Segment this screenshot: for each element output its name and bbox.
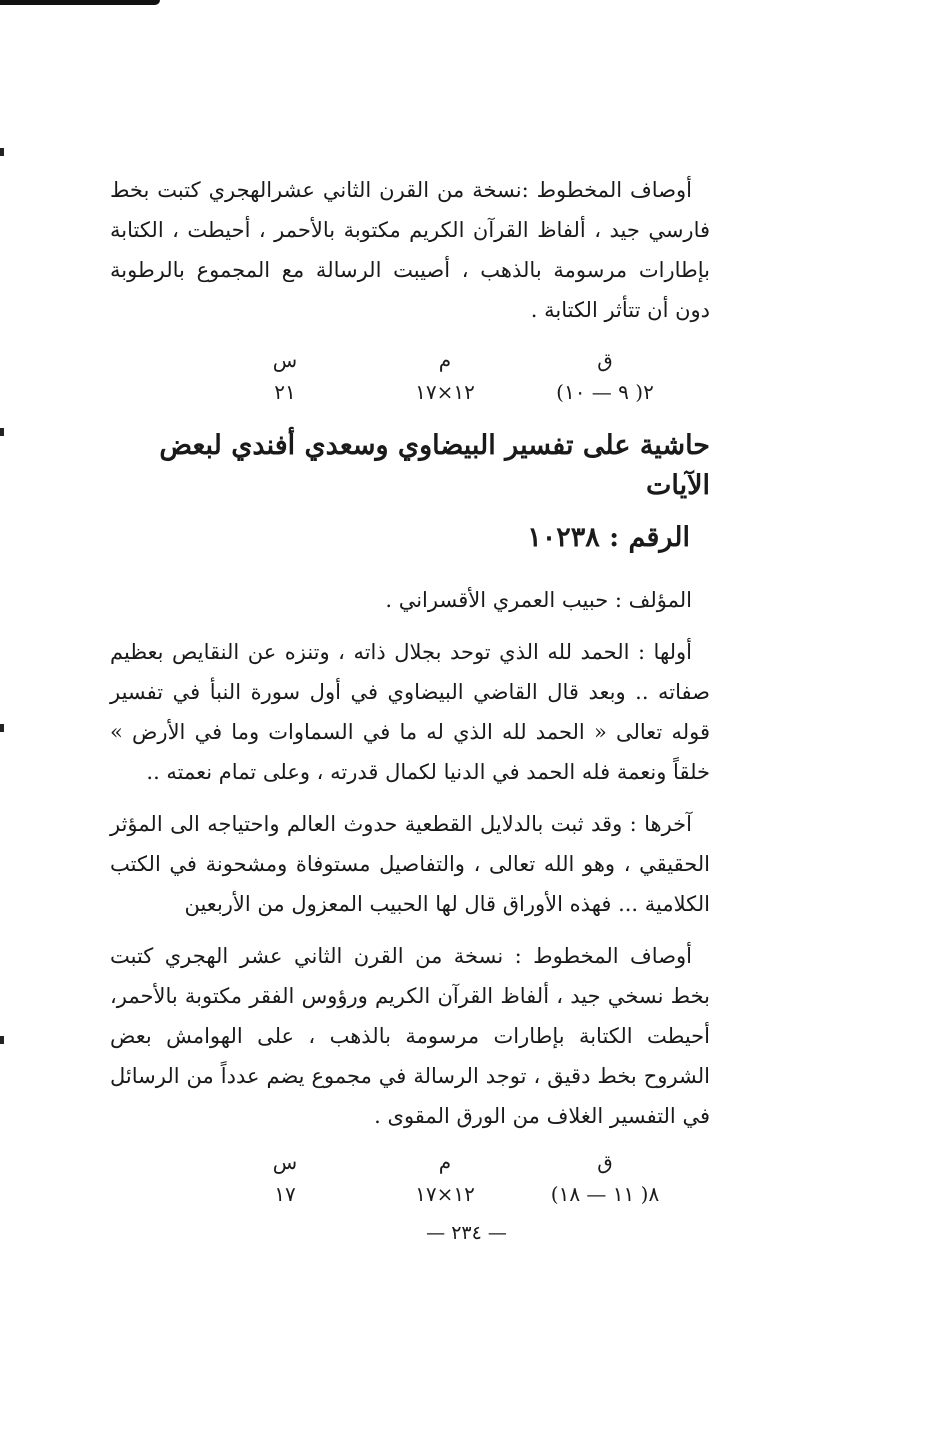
meta-m-value: ١٢×١٧	[415, 1182, 475, 1206]
meta-m-label: م	[438, 1150, 452, 1174]
meta-q-label: ق	[597, 348, 613, 372]
scan-edge-mark	[0, 428, 4, 436]
manuscript-meta	[210, 344, 680, 408]
scan-edge-mark	[0, 1036, 4, 1044]
meta-s-label: س	[272, 1150, 298, 1174]
meta-s-value: ٢١	[274, 380, 296, 404]
scan-edge-mark	[0, 724, 4, 732]
entry-number: الرقم : ١٠٢٣٨	[527, 522, 690, 553]
meta-s	[210, 344, 360, 408]
meta-s-value: ١٧	[274, 1182, 296, 1206]
manuscript-ending: آخرها : وقد ثبت بالدلايل القطعية حدوث العالم واحتياجه الى المؤثر الحقيقي ، وهو الله تعالى ، والتفاصيل مستوفاة ومشحونة في الكتب الكلامية ... فهذه الأوراق قال لها الحبيب المعزول من الأربعين	[110, 812, 710, 916]
meta-m	[370, 344, 520, 408]
manuscript-meta	[210, 1146, 680, 1210]
meta-s-label: س	[272, 348, 298, 372]
meta-q-value: ٨( ١١ — ١٨)	[550, 1182, 660, 1206]
meta-m-label: م	[438, 348, 452, 372]
meta-m-value: ١٢×١٧	[415, 380, 475, 404]
entry-title: حاشية على تفسير البيضاوي وسعدي أفندي لبعض الآيات	[159, 430, 710, 501]
meta-s	[210, 1146, 360, 1210]
manuscript-description: أوصاف المخطوط : نسخة من القرن الثاني عشر الهجري كتبت بخط نسخي جيد ، ألفاظ القرآن الكريم ورؤوس الفقر مكتوبة بالأحمر، أحيطت الكتابة بإطارات مرسومة بالذهب ، على الهوامش بعض الشروح بخط دقيق ، توجد الرسالة في مجموع يضم عدداً من الرسائل في التفسير الغلاف من الورق المقوى .	[110, 944, 711, 1128]
manuscript-description: أوصاف المخطوط :نسخة من القرن الثاني عشرالهجري كتبت بخط فارسي جيد ، ألفاظ القرآن الكريم مكتوبة بالأحمر ، أحيطت ، الكتابة بإطارات مرسومة بالذهب ، أصيبت الرسالة مع المجموع بالرطوبة دون أن تتأثر الكتابة .	[110, 178, 711, 322]
meta-q	[530, 344, 680, 408]
scan-edge-mark	[0, 148, 4, 156]
manuscript-beginning: أولها : الحمد لله الذي توحد بجلال ذاته ، وتنزه عن النقايص بعظيم صفاته .. وبعد قال القاضي البيضاوي في أول سورة النبأ في تفسير قوله تعالى « الحمد لله الذي له ما في السماوات وما في الأرض » خلقاً ونعمة فله الحمد في الدنيا لكمال قدرته ، وعلى تمام نعمته ..	[110, 640, 710, 784]
page-number: — ٢٣٤ —	[426, 1222, 507, 1244]
document-page	[110, 170, 710, 1210]
scan-edge-mark	[0, 0, 160, 5]
meta-q-label: ق	[597, 1150, 613, 1174]
author: المؤلف : حبيب العمري الأقسراني .	[385, 588, 692, 612]
meta-q-value: ٢( ٩ — ١٠)	[556, 380, 654, 404]
meta-q	[530, 1146, 680, 1210]
meta-m	[370, 1146, 520, 1210]
